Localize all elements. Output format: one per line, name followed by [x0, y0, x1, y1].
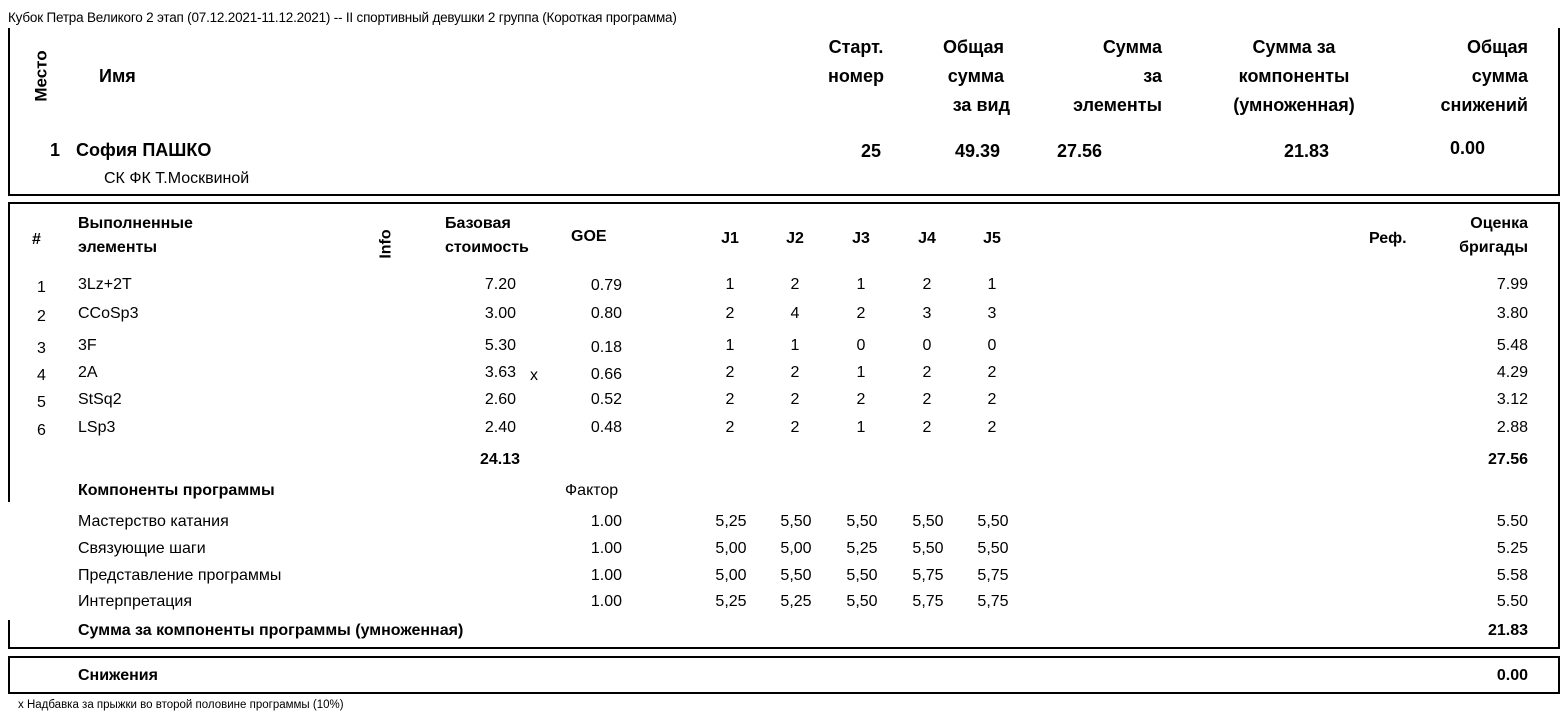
element-row-name: 2A [78, 364, 98, 381]
component-row-j5: 5,75 [977, 567, 1009, 584]
element-row-j5: 2 [987, 391, 997, 408]
skater-elements-score: 27.56 [1057, 141, 1103, 161]
element-row-j1: 2 [725, 391, 735, 408]
component-row-j3: 5,50 [846, 567, 878, 584]
col-base-header-line2: стоимость [445, 239, 529, 256]
component-row-score: 5.50 [1496, 593, 1528, 610]
total-segment-header [920, 33, 1010, 120]
deductions-value: 0.00 [1496, 667, 1528, 684]
component-row-factor: 1.00 [590, 513, 622, 530]
element-row-j4: 3 [922, 305, 932, 322]
components-total: 21.83 [1487, 622, 1528, 639]
element-row-goe: 0.79 [590, 277, 622, 294]
col-base-header [445, 212, 529, 260]
component-row-j4: 5,75 [912, 593, 944, 610]
element-row-base: 7.20 [484, 276, 516, 293]
component-row-score: 5.50 [1496, 513, 1528, 530]
element-row-goe: 0.80 [590, 305, 622, 322]
skater-components-score: 21.83 [1284, 141, 1330, 161]
element-row-num: 2 [37, 308, 46, 325]
base-total: 24.13 [479, 451, 520, 468]
components-score-header-line3: (умноженная) [1233, 95, 1355, 115]
element-row-base: 5.30 [484, 337, 516, 354]
component-row-name: Связующие шаги [78, 540, 206, 557]
component-row-j1: 5,00 [715, 540, 747, 557]
col-j4-header: J4 [918, 230, 936, 247]
element-row-name: 3F [78, 337, 97, 354]
deductions-total-header [1420, 33, 1528, 120]
place-header [30, 50, 66, 102]
col-executed-header-line1: Выполненные [78, 215, 193, 232]
component-row-name: Мастерство катания [78, 513, 229, 530]
component-row-factor: 1.00 [590, 593, 622, 610]
col-j3-header: J3 [852, 230, 870, 247]
deductions-total-header-line2: сумма [1471, 66, 1528, 86]
component-row-j1: 5,00 [715, 567, 747, 584]
component-row-j1: 5,25 [715, 593, 747, 610]
element-row-score: 3.12 [1496, 391, 1528, 408]
deductions-total-header-line3: снижений [1440, 95, 1528, 115]
element-row-j2: 2 [790, 419, 800, 436]
element-row-j1: 1 [725, 337, 735, 354]
element-row-j1: 2 [725, 419, 735, 436]
deductions-box [8, 656, 1560, 694]
component-row-j2: 5,50 [780, 567, 812, 584]
col-j1-header: J1 [721, 230, 739, 247]
component-row-score: 5.25 [1496, 540, 1528, 557]
element-row-num: 4 [37, 367, 46, 384]
name-header: Имя [99, 66, 136, 86]
element-row-base: 3.63 [484, 364, 516, 381]
component-row-j3: 5,25 [846, 540, 878, 557]
deductions-total-header-line1: Общая [1466, 37, 1528, 57]
col-j2-header: J2 [786, 230, 804, 247]
col-j5-header: J5 [983, 230, 1001, 247]
event-title: Кубок Петра Великого 2 этап (07.12.2021-11.12.2021) -- II спортивный девушки 2 группа (Короткая программа) [8, 10, 677, 25]
col-goe-header: GOE [571, 228, 607, 245]
skater-total-segment: 49.39 [955, 141, 1001, 161]
skater-club: СК ФК Т.Москвиной [104, 170, 250, 187]
element-row-num: 5 [37, 394, 46, 411]
col-info-header [372, 229, 402, 259]
element-row-j1: 2 [725, 364, 735, 381]
element-row-j4: 0 [922, 337, 932, 354]
element-row-j4: 2 [922, 391, 932, 408]
element-row-j3: 0 [856, 337, 866, 354]
elements-score-header-line1: Сумма [1102, 37, 1162, 57]
element-row-j1: 2 [725, 305, 735, 322]
component-row-factor: 1.00 [590, 567, 622, 584]
col-num-header: # [32, 231, 41, 248]
elements-total: 27.56 [1487, 451, 1528, 468]
element-row-score: 7.99 [1496, 276, 1528, 293]
element-row-name: LSp3 [78, 419, 116, 436]
element-row-goe: 0.66 [590, 366, 622, 383]
skater-start-number: 25 [860, 141, 882, 161]
element-row-j2: 2 [790, 276, 800, 293]
col-base-header-line1: Базовая [445, 215, 511, 232]
footnote: x Надбавка за прыжки во второй половине программы (10%) [18, 699, 344, 711]
element-row-num: 6 [37, 422, 46, 439]
component-row-j5: 5,50 [977, 540, 1009, 557]
total-segment-header-line2: сумма [947, 66, 1004, 86]
element-row-score: 3.80 [1496, 305, 1528, 322]
element-row-goe: 0.18 [590, 339, 622, 356]
element-row-j2: 2 [790, 391, 800, 408]
col-panel-header-line2: бригады [1459, 239, 1528, 256]
element-row-base: 2.60 [484, 391, 516, 408]
element-row-num: 3 [37, 340, 46, 357]
element-row-j5: 2 [987, 364, 997, 381]
total-segment-header-line1: Общая [942, 37, 1004, 57]
element-row-j3: 1 [856, 276, 866, 293]
component-row-j3: 5,50 [846, 513, 878, 530]
element-row-j4: 2 [922, 419, 932, 436]
component-row-j2: 5,25 [780, 593, 812, 610]
element-row-j4: 2 [922, 276, 932, 293]
element-row-j5: 0 [987, 337, 997, 354]
skater-deductions: 0.00 [1450, 138, 1486, 158]
element-row-score: 4.29 [1496, 364, 1528, 381]
component-row-name: Интерпретация [78, 593, 193, 610]
components-score-header-line1: Сумма за [1252, 37, 1336, 57]
element-row-base: 2.40 [484, 419, 516, 436]
col-executed-header-line2: элементы [78, 239, 157, 256]
component-row-j2: 5,50 [780, 513, 812, 530]
element-row-j1: 1 [725, 276, 735, 293]
component-row-j2: 5,00 [780, 540, 812, 557]
element-row-info: x [530, 367, 538, 384]
component-row-factor: 1.00 [590, 540, 622, 557]
element-row-j3: 1 [856, 364, 866, 381]
components-score-header-line2: компоненты [1238, 66, 1350, 86]
element-row-j2: 2 [790, 364, 800, 381]
col-panel-header-line1: Оценка [1470, 215, 1528, 232]
element-row-j5: 1 [987, 276, 997, 293]
component-row-j1: 5,25 [715, 513, 747, 530]
component-row-j4: 5,50 [912, 513, 944, 530]
components-total-label: Сумма за компоненты программы (умноженная) [78, 622, 464, 639]
skater-place: 1 [50, 140, 61, 160]
col-info-header-label: Info [377, 229, 395, 259]
component-row-name: Представление программы [78, 567, 282, 584]
element-row-j3: 1 [856, 419, 866, 436]
start-number-header-line2: номер [828, 66, 884, 86]
component-row-score: 5.58 [1496, 567, 1528, 584]
col-ref-header: Реф. [1369, 230, 1407, 247]
element-row-base: 3.00 [484, 305, 516, 322]
element-row-goe: 0.48 [590, 419, 622, 436]
skater-name: София ПАШКО [76, 140, 212, 160]
element-row-j4: 2 [922, 364, 932, 381]
component-row-j5: 5,50 [977, 513, 1009, 530]
elements-score-header [1040, 33, 1162, 120]
element-row-goe: 0.52 [590, 391, 622, 408]
elements-score-header-line2: за [1143, 66, 1162, 86]
place-header-label: Место [31, 50, 51, 102]
components-title: Компоненты программы [78, 482, 275, 499]
element-row-j2: 1 [790, 337, 800, 354]
element-row-j3: 2 [856, 391, 866, 408]
details-box-left-edge-bottom [8, 620, 10, 649]
deductions-label: Снижения [78, 667, 158, 684]
total-segment-header-line3: за вид [952, 95, 1010, 115]
start-number-header-line1: Старт. [828, 37, 884, 57]
element-row-score: 2.88 [1496, 419, 1528, 436]
factor-label: Фактор [565, 482, 619, 499]
element-row-j5: 2 [987, 419, 997, 436]
col-executed-header [78, 212, 193, 260]
element-row-score: 5.48 [1496, 337, 1528, 354]
components-score-header [1212, 33, 1376, 120]
component-row-j4: 5,50 [912, 540, 944, 557]
element-row-j5: 3 [987, 305, 997, 322]
col-panel-header [1430, 212, 1528, 260]
component-row-j5: 5,75 [977, 593, 1009, 610]
element-row-name: 3Lz+2T [78, 276, 132, 293]
component-row-j3: 5,50 [846, 593, 878, 610]
element-row-num: 1 [37, 279, 46, 296]
start-number-header [820, 33, 892, 91]
element-row-j2: 4 [790, 305, 800, 322]
elements-score-header-line3: элементы [1073, 95, 1162, 115]
element-row-name: CCoSp3 [78, 305, 139, 322]
details-box-left-edge-top [8, 202, 10, 502]
element-row-j3: 2 [856, 305, 866, 322]
component-row-j4: 5,75 [912, 567, 944, 584]
element-row-name: StSq2 [78, 391, 122, 408]
